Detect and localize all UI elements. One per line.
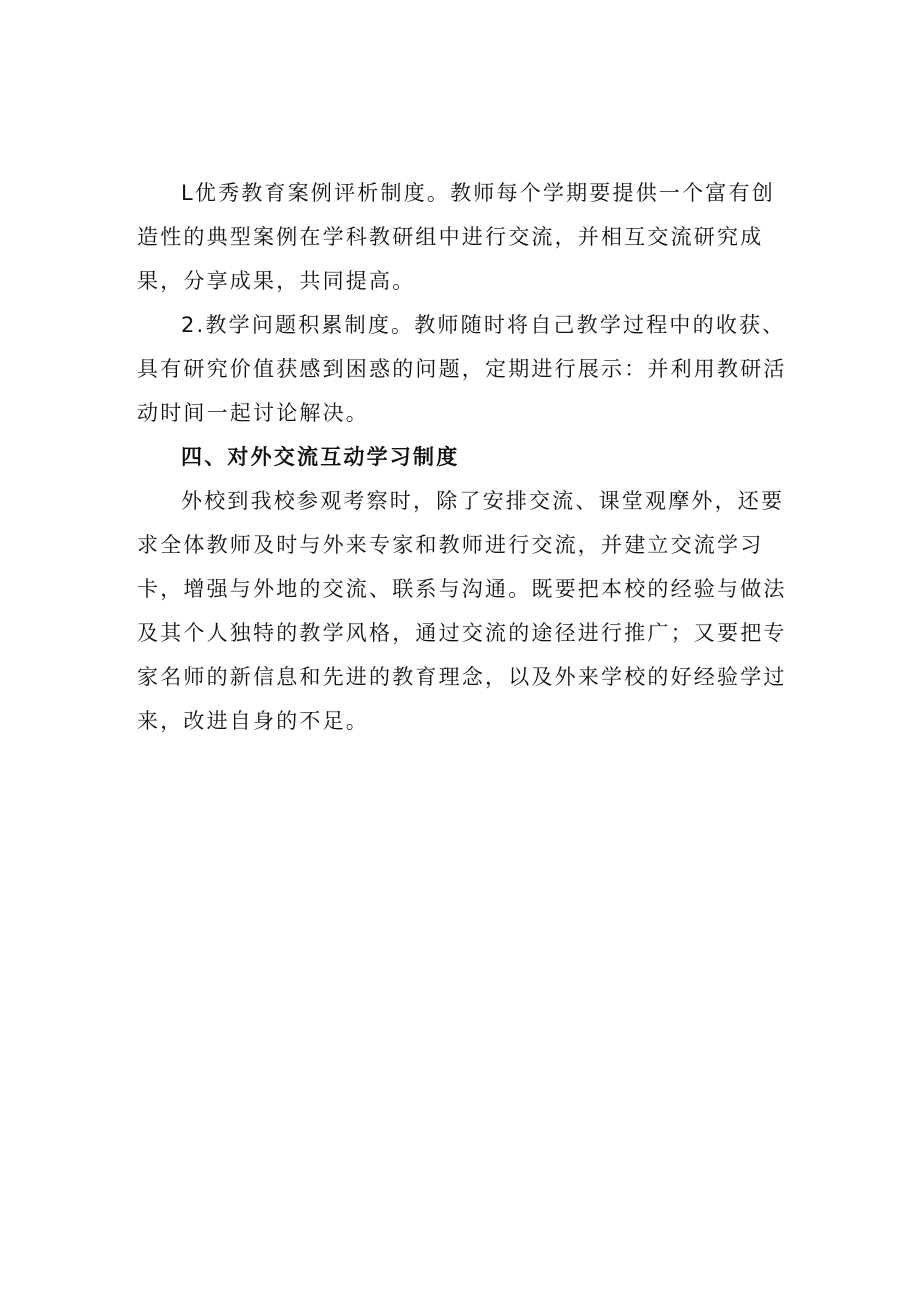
paragraph-teaching-problems: 2.教学问题积累制度。教师随时将自己教学过程中的收获、具有研究价值获感到困惑的问题，定期进行展示：并利用教研活动时间一起讨论解决。 [137, 313, 787, 425]
document-body [137, 171, 797, 743]
paragraph-external-exchange: 外校到我校参观考察时，除了安排交流、课堂观摩外，还要求全体教师及时与外来专家和教师进行交流，并建立交流学习卡，增强与外地的交流、联系与沟通。既要把本校的经验与做法及其个人独特的教学风格，通过交流的途径进行推广；又要把专家名师的新信息和先进的教育理念，以及外来学校的好经验学过来，改进自身的不足。 [137, 489, 787, 733]
paragraph-case-evaluation: L优秀教育案例评析制度。教师每个学期要提供一个富有创造性的典型案例在学科教研组中进行交流，并相互交流研究成果，分享成果，共同提高。 [137, 181, 775, 293]
section-heading: 四、对外交流互动学习制度 [181, 445, 460, 469]
